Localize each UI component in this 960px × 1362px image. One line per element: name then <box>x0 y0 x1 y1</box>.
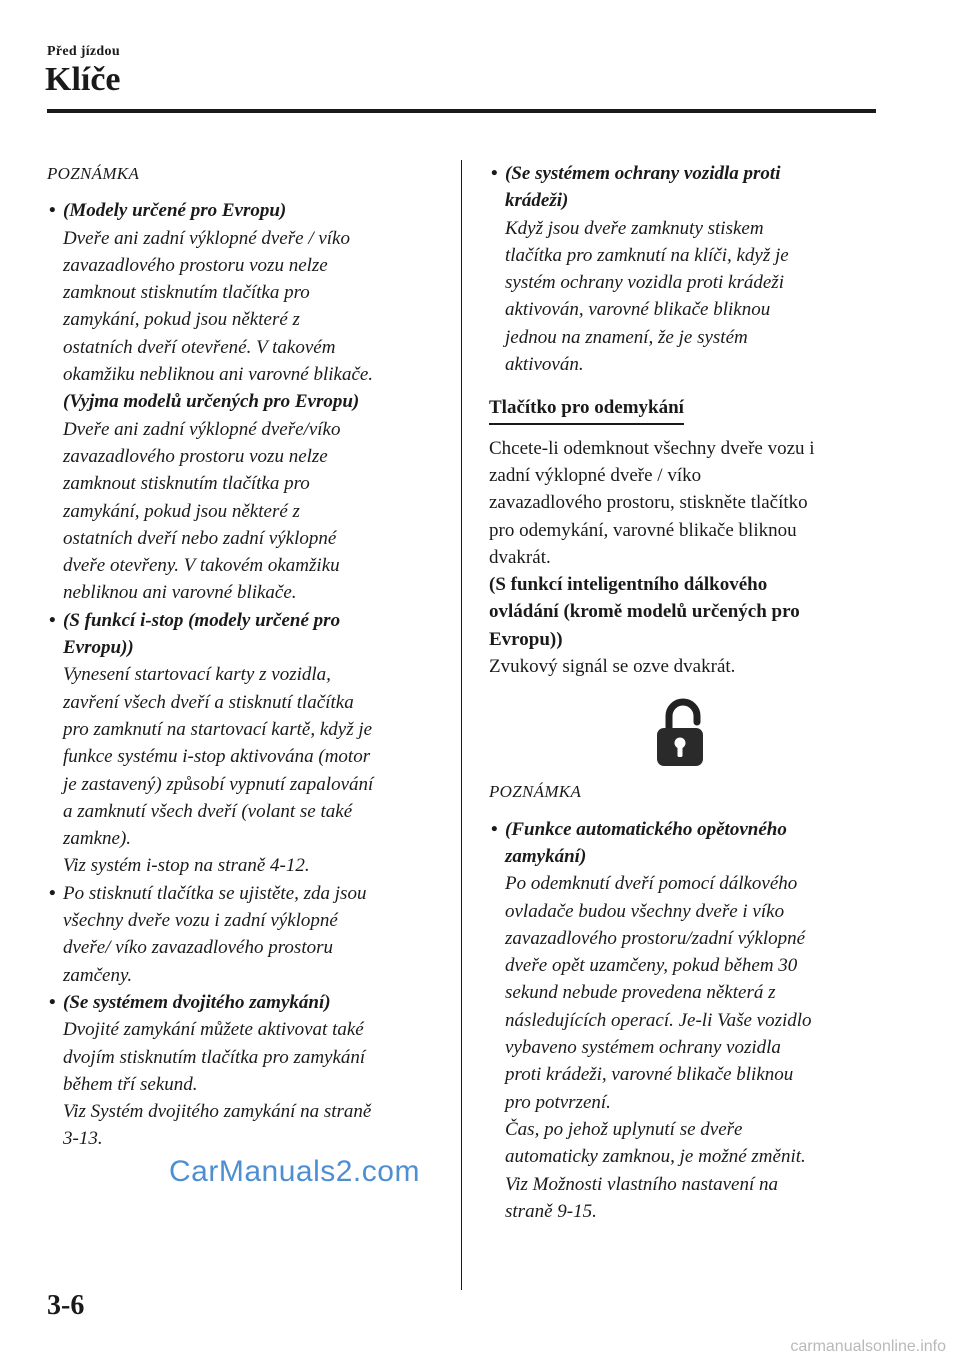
text-line: Dveře ani zadní výklopné dveře / víko <box>63 227 350 249</box>
watermark-logo: CarManuals2.com <box>169 1155 420 1188</box>
text-line: jednou na znamení, že je systém <box>505 326 748 348</box>
text-line: nebliknou ani varovné blikače. <box>63 582 297 604</box>
text-line: pro odemykání, varovné blikače bliknou <box>489 519 797 541</box>
text-line: zamykání, pokud jsou některé z <box>63 309 300 331</box>
text-line: dvakrát. <box>489 546 551 568</box>
text-line: Po stisknutí tlačítka se ujistěte, zda jsou <box>63 882 367 904</box>
text-line: ovládání (kromě modelů určených pro <box>489 601 800 623</box>
text-line: ovladače budou všechny dveře i víko <box>505 900 785 922</box>
list-item <box>47 989 447 1153</box>
text-line: Čas, po jehož uplynutí se dveře <box>505 1118 743 1140</box>
text-line: dvojím stisknutím tlačítka pro zamykání <box>63 1046 366 1068</box>
text-line: (Se systémem ochrany vozidla proti <box>505 163 781 184</box>
text-line: 3-13. <box>63 1128 103 1150</box>
text-line: ostatních dveří otevřené. V takovém <box>63 336 336 358</box>
text-line: zamykání) <box>505 845 587 867</box>
text-line: (Vyjma modelů určených pro Evropu) <box>63 391 360 413</box>
note-list <box>489 160 884 378</box>
text-line: aktivován. <box>505 354 584 376</box>
column-divider <box>461 160 462 1290</box>
text-line: Po odemknutí dveří pomocí dálkového <box>505 873 798 895</box>
note-heading: POZNÁMKA <box>489 782 582 802</box>
unlock-icon <box>655 696 711 768</box>
text-line: zavazadlového prostoru vozu nelze <box>63 254 328 276</box>
text-line: sekund nebude provedena některá z <box>505 982 776 1004</box>
text-line: Chcete-li odemknout všechny dveře vozu i <box>489 437 815 459</box>
text-line: zavření všech dveří a stisknutí tlačítka <box>63 691 354 713</box>
text-line: zavazadlového prostoru/zadní výklopné <box>505 927 806 949</box>
bullet-icon: • <box>49 609 56 631</box>
text-line: Zvukový signál se ozve dvakrát. <box>489 656 736 678</box>
text-line: vybaveno systémem ochrany vozidla <box>505 1037 781 1059</box>
text-line: automaticky zamknou, je možné změnit. <box>505 1146 806 1168</box>
note-heading: POZNÁMKA <box>47 164 140 183</box>
text-line: zamkne). <box>63 828 132 850</box>
text-line: tlačítka pro zamknutí na klíči, když je <box>505 244 789 266</box>
text-line: Evropu)) <box>63 637 134 659</box>
text-line: dveře opět uzamčeny, pokud během 30 <box>505 955 798 977</box>
list-item <box>489 160 884 378</box>
text-line: zavazadlového prostoru vozu nelze <box>63 445 328 467</box>
text-line: dveře otevřeny. V takovém okamžiku <box>63 555 340 577</box>
section-label: Před jízdou <box>47 44 120 59</box>
bullet-icon: • <box>49 200 56 222</box>
text-line: Dvojité zamykání můžete aktivovat také <box>63 1019 364 1041</box>
text-line: Viz Možnosti vlastního nastavení na <box>505 1173 779 1195</box>
page-title: Klíče <box>45 61 121 98</box>
text-line: okamžiku nebliknou ani varovné blikače. <box>63 364 374 386</box>
text-line: Vynesení startovací karty z vozidla, <box>63 664 331 686</box>
text-line: systém ochrany vozidla proti krádeži <box>505 272 784 294</box>
bullet-icon: • <box>491 818 498 840</box>
text-line: zamknout stisknutím tlačítka pro <box>63 282 310 304</box>
bullet-icon: • <box>491 163 498 184</box>
text-line: během tří sekund. <box>63 1073 198 1095</box>
text-line: pro potvrzení. <box>505 1091 611 1113</box>
text-line: zamčeny. <box>63 964 133 986</box>
left-column <box>47 160 447 1153</box>
text-line: (S funkcí i-stop (modely určené pro <box>63 609 341 631</box>
text-line: je zastavený) způsobí vypnutí zapalování <box>63 773 374 795</box>
text-line: proti krádeži, varovné blikače bliknou <box>505 1064 794 1086</box>
text-line: (S funkcí inteligentního dálkového <box>489 574 768 596</box>
text-line: zamknout stisknutím tlačítka pro <box>63 473 310 495</box>
bullet-icon: • <box>49 882 56 904</box>
note-list <box>47 197 447 1152</box>
right-column <box>489 160 884 1225</box>
list-item <box>47 607 447 880</box>
text-line: (Funkce automatického opětovného <box>505 818 787 840</box>
text-line: následujících operací. Je-li Vaše vozidlo <box>505 1009 812 1031</box>
text-line: zamykání, pokud jsou některé z <box>63 500 300 522</box>
note-list <box>489 816 884 1225</box>
text-line: zadní výklopné dveře / víko <box>489 464 702 486</box>
text-line: Evropu)) <box>489 628 563 650</box>
text-line: a zamknutí všech dveří (volant se také <box>63 800 353 822</box>
text-line: krádeži) <box>505 190 569 212</box>
page-number: 3-6 <box>47 1290 85 1321</box>
text-line: zavazadlového prostoru, stiskněte tlačítko <box>489 492 808 514</box>
text-line: (Se systémem dvojitého zamykání) <box>63 991 331 1013</box>
list-item <box>489 816 884 1225</box>
text-line: straně 9-15. <box>505 1200 597 1222</box>
text-line: (Modely určené pro Evropu) <box>63 200 287 222</box>
text-line: dveře/ víko zavazadlového prostoru <box>63 937 333 959</box>
text-line: pro zamknutí na startovací kartě, když je <box>63 718 373 740</box>
text-line: ostatních dveří nebo zadní výklopné <box>63 527 337 549</box>
section-subheading: Tlačítko pro odemykání <box>489 394 684 424</box>
body-text <box>489 435 884 681</box>
site-watermark: carmanualsonline.info <box>790 1338 946 1355</box>
list-item <box>47 880 447 989</box>
text-line: Viz Systém dvojitého zamykání na straně <box>63 1101 372 1123</box>
text-line: aktivován, varovné blikače bliknou <box>505 299 771 321</box>
text-line: Viz systém i-stop na straně 4-12. <box>63 855 310 877</box>
text-line: Dveře ani zadní výklopné dveře/víko <box>63 418 341 440</box>
text-line: všechny dveře vozu i zadní výklopné <box>63 910 338 932</box>
bullet-icon: • <box>49 991 56 1013</box>
text-line: Když jsou dveře zamknuty stiskem <box>505 217 764 239</box>
list-item <box>47 197 447 606</box>
text-line: funkce systému i-stop aktivována (motor <box>63 746 371 768</box>
unlock-figure <box>489 688 884 778</box>
header-rule <box>47 109 876 113</box>
